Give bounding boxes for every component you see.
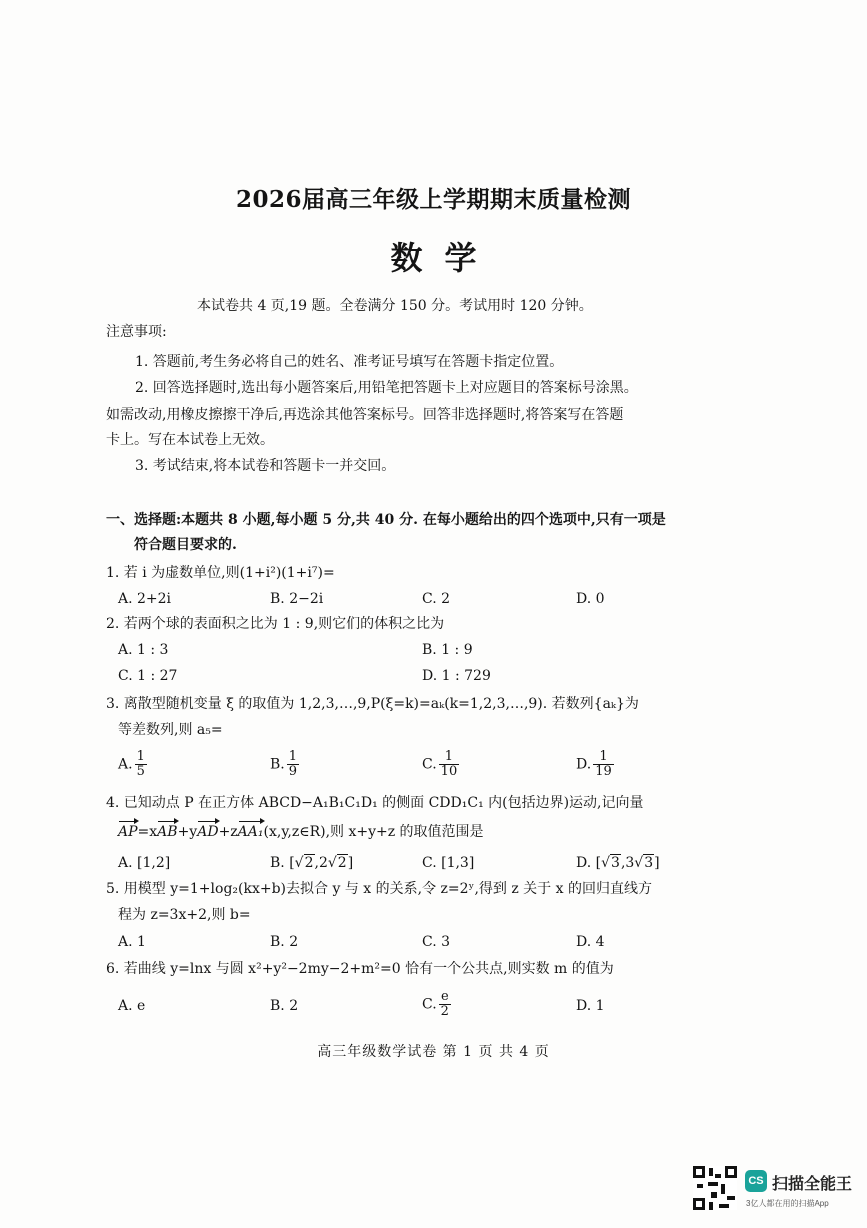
question-4-option-a: A. [1,2] bbox=[118, 855, 171, 871]
question-5-option-c: C. 3 bbox=[422, 934, 451, 950]
question-5-option-b: B. 2 bbox=[270, 934, 299, 950]
question-2-stem: 2. 若两个球的表面积之比为 1 : 9,则它们的体积之比为 bbox=[106, 616, 445, 632]
question-5-option-d: D. 4 bbox=[576, 934, 605, 950]
question-2-option-a: A. 1 : 3 bbox=[118, 642, 169, 658]
equation-part: =x bbox=[137, 824, 158, 840]
question-3-option-d bbox=[576, 750, 614, 779]
fraction-denominator: 19 bbox=[595, 764, 612, 779]
fraction-denominator: 10 bbox=[440, 764, 458, 779]
question-6-option-b: B. 2 bbox=[270, 998, 299, 1014]
fraction-denominator: 9 bbox=[288, 764, 298, 779]
question-3-option-c bbox=[422, 750, 459, 779]
fraction-numerator: 1 bbox=[593, 750, 614, 765]
exam-title: 2026届高三年级上学期期末质量检测 bbox=[235, 186, 631, 213]
question-2-option-d: D. 1 : 729 bbox=[422, 668, 491, 684]
question-2-option-c: C. 1 : 27 bbox=[118, 668, 178, 684]
section-heading-line1: 一、选择题:本题共 8 小题,每小题 5 分,共 40 分. 在每小题给出的四个选项中,只有一项是 bbox=[106, 512, 666, 528]
question-6-option-d: D. 1 bbox=[576, 998, 605, 1014]
exam-info: 本试卷共 4 页,19 题。全卷满分 150 分。考试用时 120 分钟。 bbox=[197, 298, 593, 314]
page-footer: 高三年级数学试卷 第 1 页 共 4 页 bbox=[317, 1044, 550, 1060]
sqrt-radicand: 3 bbox=[611, 855, 620, 871]
fraction-denominator: 2 bbox=[440, 1004, 449, 1019]
question-3-option-b bbox=[270, 750, 299, 779]
option-label: C. bbox=[422, 756, 437, 773]
notice-item-1: 1. 答题前,考生务必将自己的姓名、准考证号填写在答题卡指定位置。 bbox=[135, 354, 564, 370]
fraction-numerator: 1 bbox=[288, 749, 298, 764]
option-text: ,2 bbox=[314, 855, 328, 871]
question-4-stem-line2 bbox=[118, 822, 484, 842]
subject-title: 数学 bbox=[390, 239, 499, 277]
option-text: D. [ bbox=[576, 855, 602, 871]
vector-ap: AP bbox=[118, 824, 138, 840]
qr-code-icon bbox=[693, 1166, 737, 1210]
sqrt-radicand: 2 bbox=[337, 855, 347, 871]
question-5-stem-line2: 程为 z=3x+2,则 b= bbox=[118, 907, 251, 923]
fraction bbox=[439, 750, 460, 779]
question-4-stem-line1: 4. 已知动点 P 在正方体 ABCD−A₁B₁C₁D₁ 的侧面 CDD₁C₁ 内(包括边界)运动,记向量 bbox=[106, 795, 644, 811]
fraction bbox=[287, 750, 299, 779]
notice-item-2-line2: 如需改动,用橡皮擦擦干净后,再选涂其他答案标号。回答非选择题时,将答案写在答题 bbox=[106, 407, 624, 423]
question-6-stem: 6. 若曲线 y=lnx 与圆 x²+y²−2my−2+m²=0 恰有一个公共点,则实数 m 的值为 bbox=[106, 961, 614, 977]
question-2-option-b: B. 1 : 9 bbox=[422, 642, 473, 658]
question-1-option-c: C. 2 bbox=[422, 591, 451, 607]
option-label: B. bbox=[270, 756, 285, 773]
option-label: A. bbox=[118, 756, 133, 773]
question-6-option-c bbox=[422, 990, 451, 1019]
equation-rest: (x,y,z∈R),则 x+y+z 的取值范围是 bbox=[263, 824, 484, 840]
question-5-stem-line1: 5. 用模型 y=1+log₂(kx+b)去拟合 y 与 x 的关系,令 z=2ʸ,得到 z 关于 x 的回归直线方 bbox=[106, 881, 652, 897]
question-6-option-a: A. e bbox=[118, 998, 146, 1014]
vector-ab: AB bbox=[157, 824, 178, 840]
option-label: D. bbox=[576, 756, 592, 773]
question-3-option-a bbox=[118, 750, 147, 779]
fraction bbox=[593, 750, 614, 779]
notice-item-3: 3. 考试结束,将本试卷和答题卡一并交回。 bbox=[135, 458, 396, 474]
option-text: ,3 bbox=[620, 855, 635, 871]
fraction-numerator: 1 bbox=[136, 749, 145, 764]
scanner-logo-icon: CS bbox=[745, 1170, 767, 1192]
equation-part: +z bbox=[218, 824, 238, 840]
question-4-option-d: D. [√3,3√3] bbox=[576, 855, 660, 871]
question-1-option-b: B. 2−2i bbox=[270, 591, 324, 607]
option-text: ] bbox=[347, 855, 354, 871]
vector-ad: AD bbox=[197, 824, 219, 840]
question-4-option-c: C. [1,3] bbox=[422, 855, 475, 871]
scanner-app-name: 扫描全能王 bbox=[772, 1176, 853, 1193]
notice-heading: 注意事项: bbox=[106, 324, 167, 340]
fraction bbox=[439, 990, 451, 1019]
question-5-option-a: A. 1 bbox=[118, 934, 146, 950]
option-label: C. bbox=[422, 996, 437, 1013]
equation-part: +y bbox=[177, 824, 198, 840]
notice-item-2-line3: 卡上。写在本试卷上无效。 bbox=[106, 432, 274, 448]
section-heading-line2: 符合题目要求的. bbox=[134, 537, 237, 553]
question-1-option-a: A. 2+2i bbox=[118, 591, 172, 607]
question-3-stem-line2: 等差数列,则 a₅= bbox=[118, 722, 223, 738]
option-text: B. [ bbox=[270, 855, 295, 871]
option-text: ] bbox=[654, 855, 660, 871]
fraction bbox=[135, 750, 147, 779]
question-3-stem-line1: 3. 离散型随机变量 ξ 的取值为 1,2,3,…,9,P(ξ=k)=aₖ(k=1,2,3,…,9). 若数列{aₖ}为 bbox=[106, 696, 639, 712]
notice-item-2-line1: 2. 回答选择题时,选出每小题答案后,用铅笔把答题卡上对应题目的答案标号涂黑。 bbox=[135, 380, 638, 396]
fraction-denominator: 5 bbox=[136, 764, 145, 779]
question-4-option-b: B. [√2,2√2] bbox=[270, 855, 354, 871]
question-1-stem: 1. 若 i 为虚数单位,则(1+i²)(1+i⁷)= bbox=[106, 565, 335, 581]
sqrt-radicand: 3 bbox=[644, 855, 654, 871]
sqrt-radicand: 2 bbox=[304, 855, 314, 871]
fraction-numerator: 1 bbox=[439, 750, 460, 765]
fraction-numerator: e bbox=[439, 990, 451, 1005]
scanner-tagline: 3亿人都在用的扫描App bbox=[746, 1199, 829, 1208]
vector-aa1: AA₁ bbox=[237, 824, 264, 840]
question-1-option-d: D. 0 bbox=[576, 591, 605, 607]
